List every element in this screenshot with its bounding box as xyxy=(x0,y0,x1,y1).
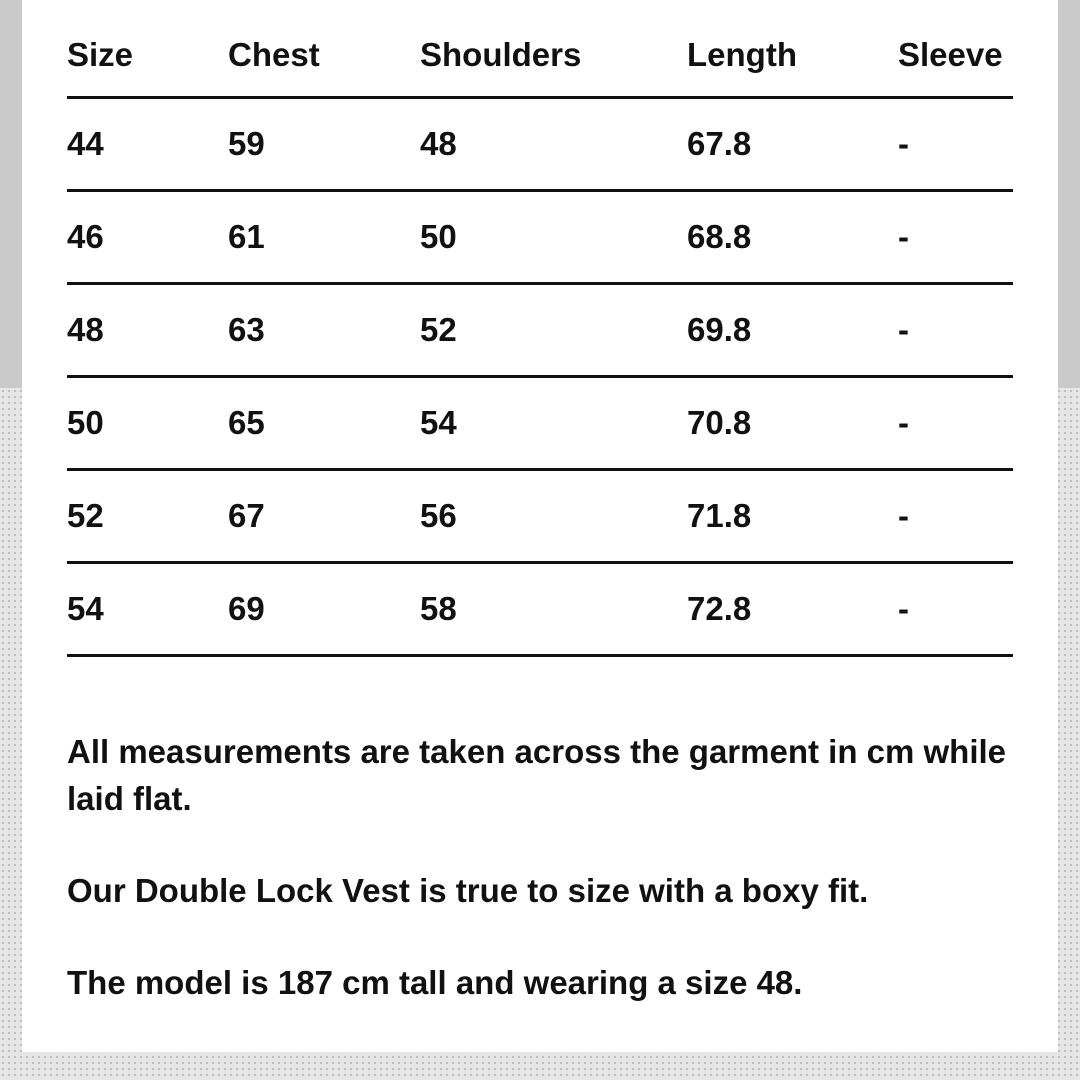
cell-chest: 63 xyxy=(228,283,420,376)
table-row xyxy=(67,376,1013,469)
cell-shoulders: 50 xyxy=(420,190,687,283)
cell-chest: 59 xyxy=(228,97,420,190)
cell-sleeve: - xyxy=(898,376,1013,469)
header-shoulders: Shoulders xyxy=(420,0,687,97)
cell-length: 72.8 xyxy=(687,562,898,655)
size-chart-header-row xyxy=(67,0,1013,97)
cell-shoulders: 54 xyxy=(420,376,687,469)
table-row xyxy=(67,190,1013,283)
cell-size: 44 xyxy=(67,97,228,190)
cell-chest: 61 xyxy=(228,190,420,283)
table-row xyxy=(67,283,1013,376)
table-row xyxy=(67,469,1013,562)
cell-shoulders: 58 xyxy=(420,562,687,655)
cell-length: 70.8 xyxy=(687,376,898,469)
header-chest: Chest xyxy=(228,0,420,97)
fit-note: Our Double Lock Vest is true to size with a boxy fit. xyxy=(67,872,869,909)
cell-size: 52 xyxy=(67,469,228,562)
cell-size: 50 xyxy=(67,376,228,469)
model-note: The model is 187 cm tall and wearing a size 48. xyxy=(67,964,803,1001)
cell-sleeve: - xyxy=(898,562,1013,655)
measurement-note: All measurements are taken across the garment in cm while laid flat. xyxy=(67,733,1007,817)
size-notes xyxy=(67,728,1027,1006)
table-row xyxy=(67,562,1013,655)
cell-length: 69.8 xyxy=(687,283,898,376)
cell-size: 54 xyxy=(67,562,228,655)
header-length: Length xyxy=(687,0,898,97)
cell-size: 46 xyxy=(67,190,228,283)
cell-chest: 69 xyxy=(228,562,420,655)
size-guide-card xyxy=(22,0,1058,1052)
cell-size: 48 xyxy=(67,283,228,376)
cell-sleeve: - xyxy=(898,190,1013,283)
cell-length: 71.8 xyxy=(687,469,898,562)
cell-shoulders: 52 xyxy=(420,283,687,376)
cell-shoulders: 48 xyxy=(420,97,687,190)
header-size: Size xyxy=(67,0,228,97)
header-sleeve: Sleeve xyxy=(898,0,1013,97)
cell-length: 68.8 xyxy=(687,190,898,283)
cell-chest: 65 xyxy=(228,376,420,469)
cell-shoulders: 56 xyxy=(420,469,687,562)
cell-sleeve: - xyxy=(898,283,1013,376)
cell-length: 67.8 xyxy=(687,97,898,190)
size-chart-table xyxy=(67,0,1013,657)
cell-sleeve: - xyxy=(898,469,1013,562)
cell-chest: 67 xyxy=(228,469,420,562)
table-row xyxy=(67,97,1013,190)
cell-sleeve: - xyxy=(898,97,1013,190)
